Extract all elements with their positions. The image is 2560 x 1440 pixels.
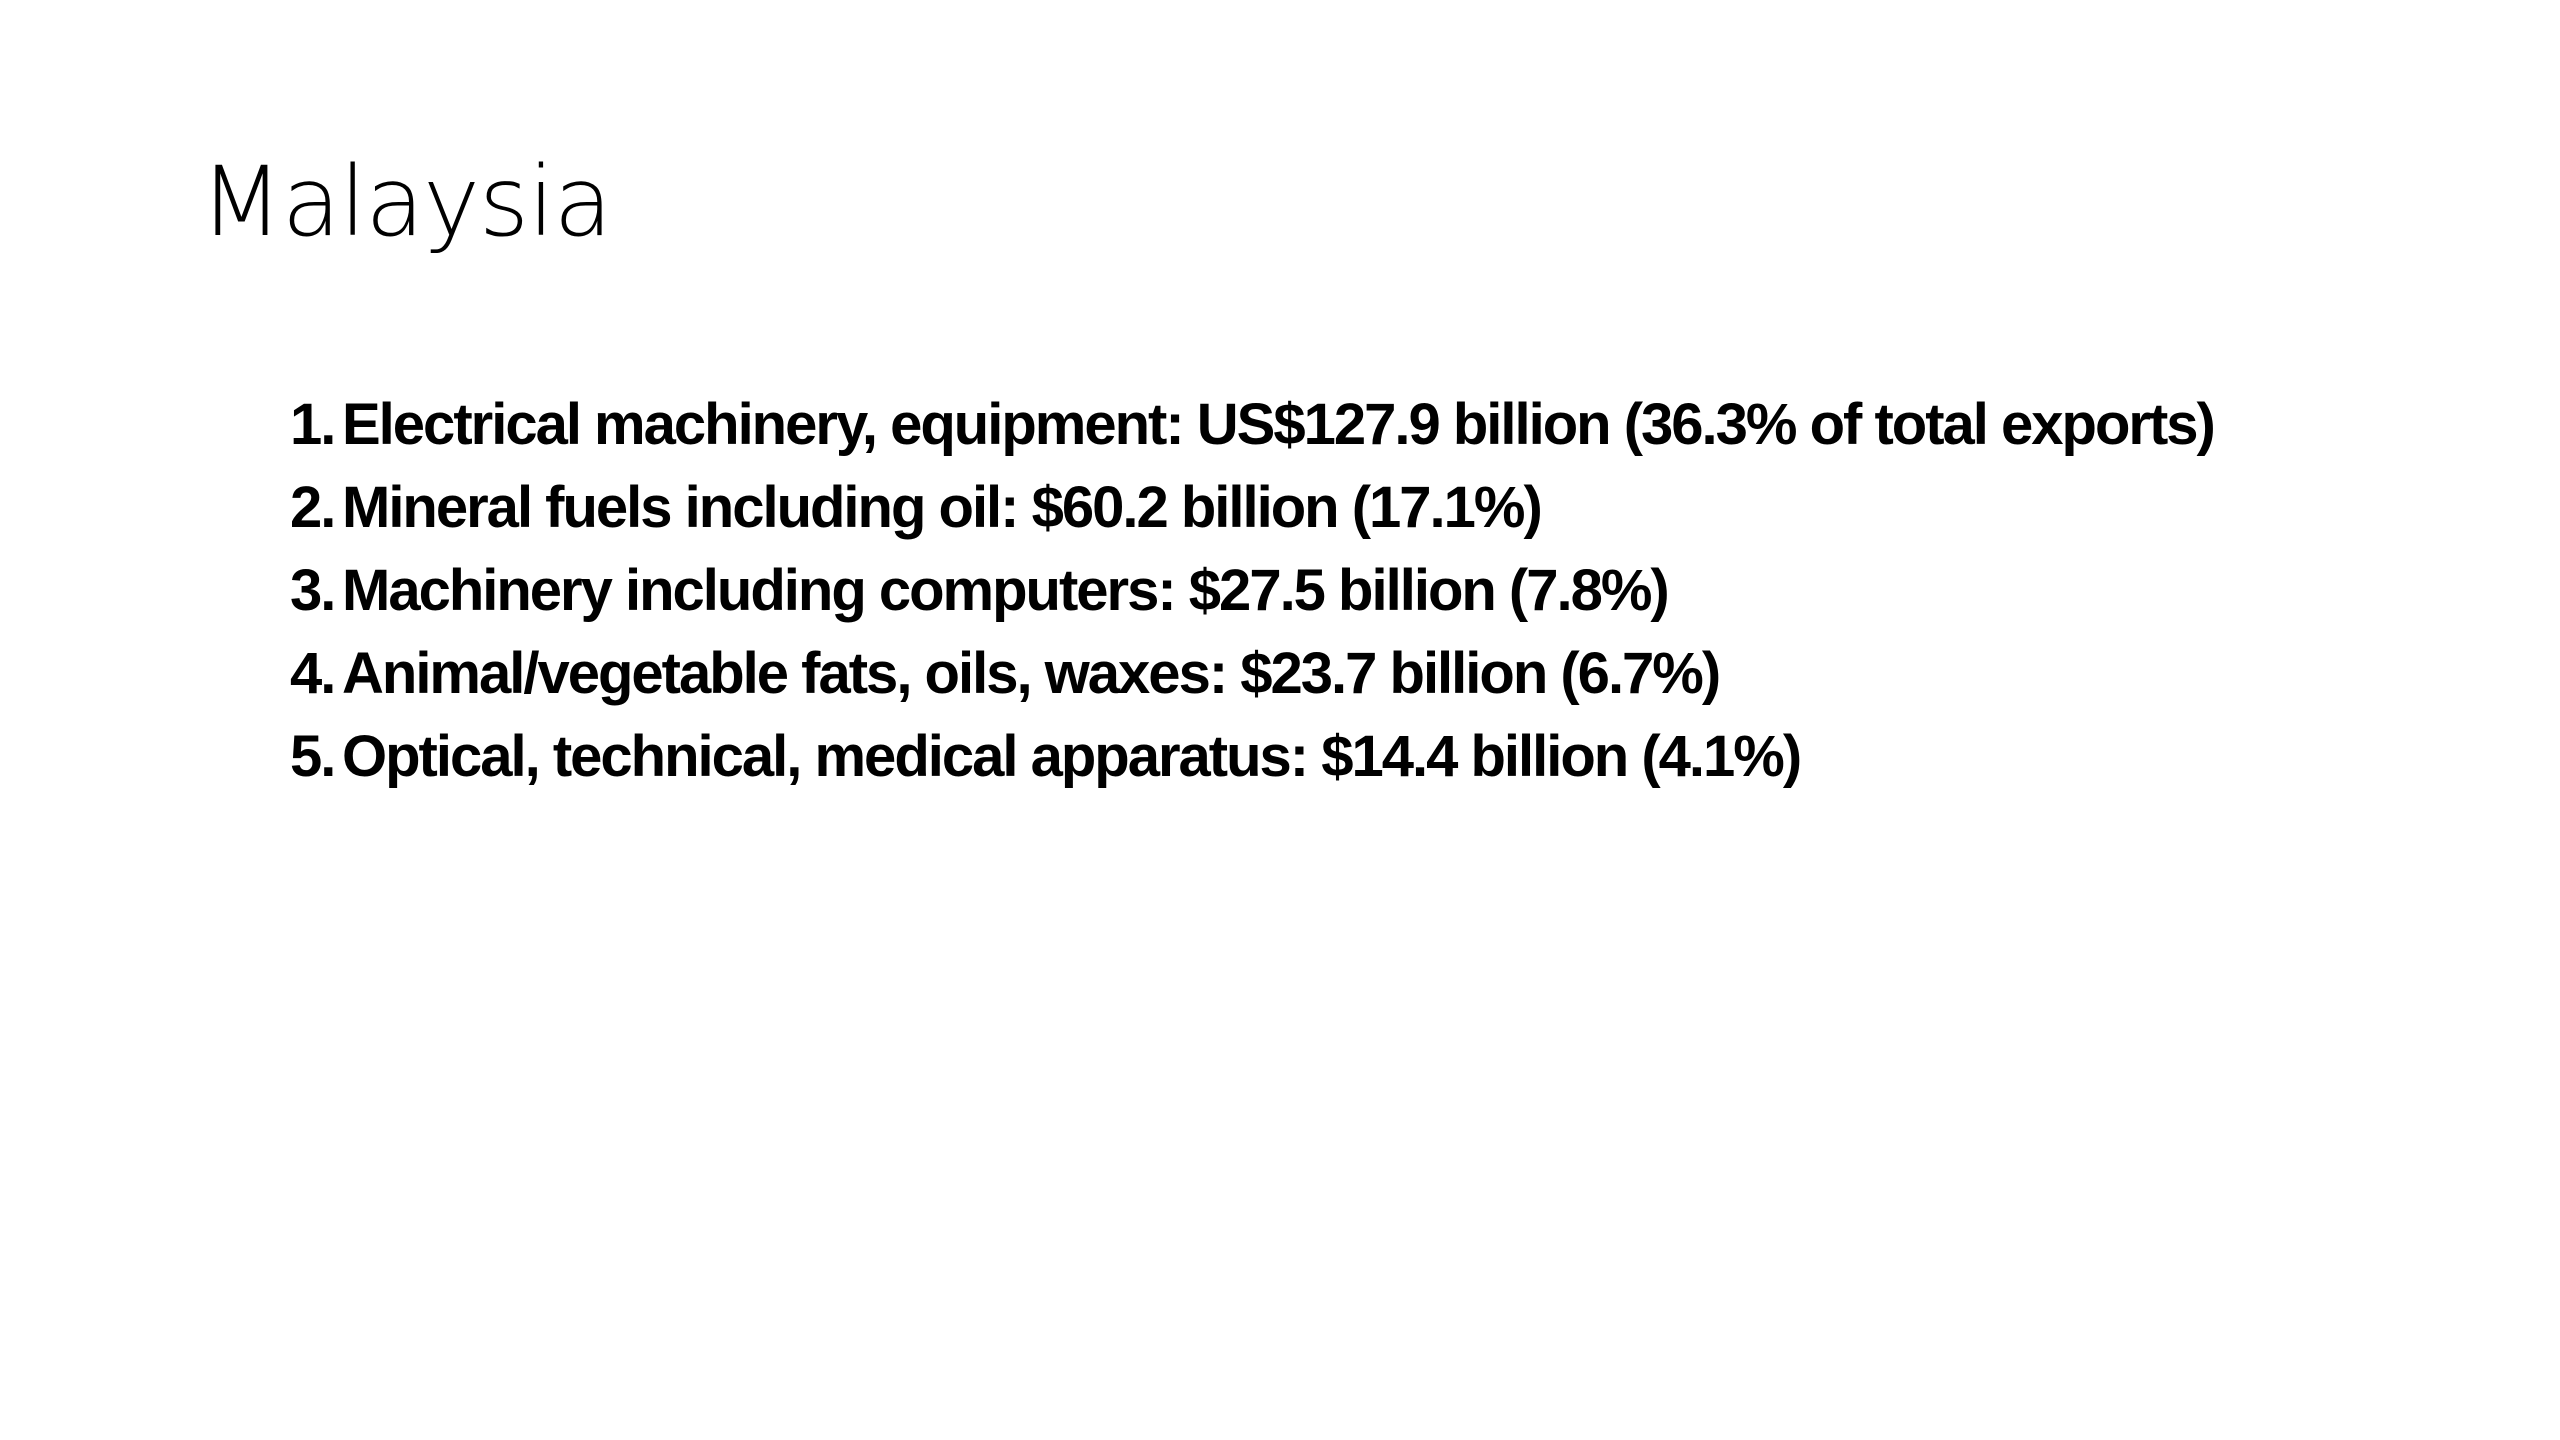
export-list bbox=[290, 390, 2290, 805]
list-item-text: Mineral fuels including oil: $60.2 billion (17.1%) bbox=[342, 475, 1541, 540]
list-item-number: 1. bbox=[290, 392, 335, 457]
list-item-number: 4. bbox=[290, 641, 335, 706]
list-item-text: Electrical machinery, equipment: US$127.9 billion (36.3% of total exports) bbox=[342, 392, 2214, 457]
list-item-text: Animal/vegetable fats, oils, waxes: $23.7 billion (6.7%) bbox=[342, 641, 1720, 706]
list-item bbox=[290, 556, 2290, 626]
list-item-number: 3. bbox=[290, 558, 335, 623]
list-item-text: Machinery including computers: $27.5 billion (7.8%) bbox=[342, 558, 1668, 623]
list-item bbox=[290, 722, 2290, 792]
list-item-number: 5. bbox=[290, 724, 335, 789]
list-item-number: 2. bbox=[290, 475, 335, 540]
list-item bbox=[290, 473, 2290, 543]
list-item bbox=[290, 639, 2290, 709]
slide-title: Malaysia bbox=[200, 146, 612, 258]
list-item bbox=[290, 390, 2290, 460]
list-item-text: Optical, technical, medical apparatus: $14.4 billion (4.1%) bbox=[342, 724, 1801, 789]
